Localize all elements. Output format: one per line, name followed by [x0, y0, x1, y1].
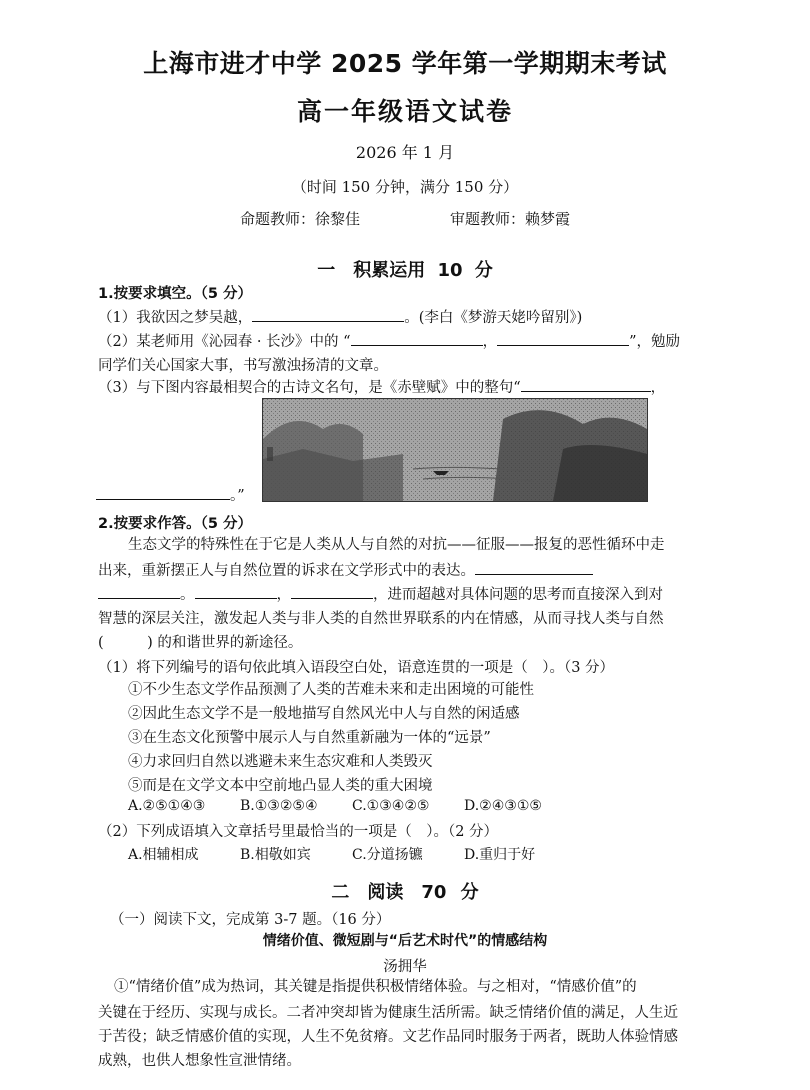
q1-2-text-a: （2）某老师用《沁园春 · 长沙》中的 “	[98, 334, 351, 350]
landscape-painting-icon	[262, 398, 648, 502]
item-1: ①不少生态文学作品预测了人类的苦难未来和走出困境的可能性	[128, 682, 534, 698]
article-line-4: 成熟，也供人想象性宣泄情绪。	[98, 1053, 301, 1069]
q2-1-option-d[interactable]: D.②④③①⑤	[464, 798, 542, 814]
q2-1-option-c[interactable]: C.①③④②⑤	[352, 798, 430, 814]
item-4: ④力求回归自然以逃避未来生态灾难和人类毁灭	[128, 754, 433, 770]
q1-2-comma: ，	[482, 334, 498, 350]
setter-name: 命题教师：徐黎佳	[239, 210, 360, 228]
passage-line-3: 。 ， ，进而超越对具体问题的思考而直接深入到对	[98, 582, 710, 608]
passage-blank-3[interactable]	[195, 584, 277, 599]
teacher-line	[0, 208, 810, 229]
q1-3-text-a: （3）与下图内容最相契合的古诗文名句，是《赤壁赋》中的整句“	[98, 380, 521, 396]
q1-title: 1.按要求填空。（5 分）	[98, 286, 252, 302]
passage-line-1: 生态文学的特殊性在于它是人类从人与自然的对抗——征服——报复的恶性循环中走	[128, 537, 665, 553]
q1-3-cont	[98, 484, 245, 505]
exam-duration: （时间 150 分钟，满分 150 分）	[291, 178, 519, 196]
passage-text-3a: 。	[180, 587, 195, 603]
q1-2	[98, 330, 680, 351]
q2-2-option-d[interactable]: D.重归于好	[464, 847, 536, 863]
section2-sub: （一）阅读下文，完成第 3-7 题。（16 分）	[110, 912, 391, 928]
exam-date: 2026 年 1 月	[355, 143, 455, 162]
q1-2-cont: 同学们关心国家大事，书写激浊扬清的文章。	[98, 358, 388, 374]
q1-3-blank-2[interactable]	[96, 485, 230, 500]
q2-2-option-a[interactable]: A.相辅相成	[128, 847, 199, 863]
section2-heading: 二 阅读 70 分	[331, 882, 479, 903]
item-3: ③在生态文化预警中展示人与自然重新融为一体的“远景”	[128, 730, 491, 746]
passage-line-5: ( ) 的和谐世界的新途径。	[98, 635, 303, 651]
q2-1-option-a[interactable]: A.②⑤①④③	[128, 798, 206, 814]
exam-subtitle: 高一年级语文试卷	[296, 97, 513, 126]
item-5: ⑤而是在文学文本中空前地凸显人类的重大困境	[128, 778, 433, 794]
article-line-3: 于苦役；缺乏情感价值的实现，人生不免贫瘠。文艺作品同时服务于两者，既助人体验情感	[98, 1029, 678, 1045]
q2-2: （2）下列成语填入文章括号里最恰当的一项是（ ）。（2 分）	[98, 824, 499, 840]
q2-1-option-b[interactable]: B.①③②⑤④	[240, 798, 318, 814]
q1-3-blank-1[interactable]	[521, 377, 651, 392]
q1-1-text-b: 。(李白《梦游天姥吟留别》)	[404, 310, 583, 326]
passage-blank-4[interactable]	[291, 584, 373, 599]
q1-2-text-c: ”，勉励	[629, 334, 680, 350]
q2-1-options	[128, 798, 576, 814]
painting-svg	[263, 399, 647, 501]
article-author: 汤拥华	[383, 959, 427, 975]
article-title: 情绪价值、微短剧与“后艺术时代”的情感结构	[262, 933, 548, 949]
passage-blank-1[interactable]	[475, 560, 593, 575]
item-2: ②因此生态文学不是一般地描写自然风光中人与自然的闲适感	[128, 706, 520, 722]
section1-heading: 一 积累运用 10 分	[317, 260, 493, 281]
exam-title: 上海市进才中学 2025 学年第一学期期末考试	[143, 49, 667, 78]
q1-2-blank-2[interactable]	[497, 331, 629, 346]
q1-1-blank[interactable]	[252, 307, 404, 322]
article-line-2: 关键在于经历、实现与成长。二者冲突却皆为健康生活所需。缺乏情绪价值的满足，人生近	[98, 1005, 678, 1021]
q1-3-text-c: 。”	[230, 488, 245, 504]
passage-text-3b: ，进而超越对具体问题的思考而直接深入到对	[373, 587, 663, 603]
passage-line-2	[98, 558, 710, 584]
q2-2-option-b[interactable]: B.相敬如宾	[240, 847, 311, 863]
q1-1	[98, 306, 582, 327]
q2-1: （1）将下列编号的语句依此填入语段空白处，语意连贯的一项是（ ）。（3 分）	[98, 660, 615, 676]
q1-3	[98, 376, 665, 397]
reviewer-name: 审题教师：赖梦霞	[450, 210, 571, 228]
q2-title: 2.按要求作答。（5 分）	[98, 516, 252, 532]
passage-blank-2[interactable]	[98, 584, 180, 599]
passage-line-4: 智慧的深层关注，激发起人类与非人类的自然世界联系的内在情感，从而寻找人类与自然	[98, 611, 664, 627]
q1-3-comma: ，	[650, 380, 666, 396]
article-line-1: ①“情绪价值”成为热词，其关键是指提供积极情绪体验。与之相对，“情感价值”的	[114, 979, 637, 995]
q2-2-options	[128, 844, 576, 864]
q1-1-text-a: （1）我欲因之梦吴越，	[98, 310, 253, 326]
q1-2-blank-1[interactable]	[351, 331, 483, 346]
q2-2-option-c[interactable]: C.分道扬镳	[352, 847, 423, 863]
passage-text-2: 出来，重新摆正人与自然位置的诉求在文学形式中的表达。	[98, 563, 475, 579]
